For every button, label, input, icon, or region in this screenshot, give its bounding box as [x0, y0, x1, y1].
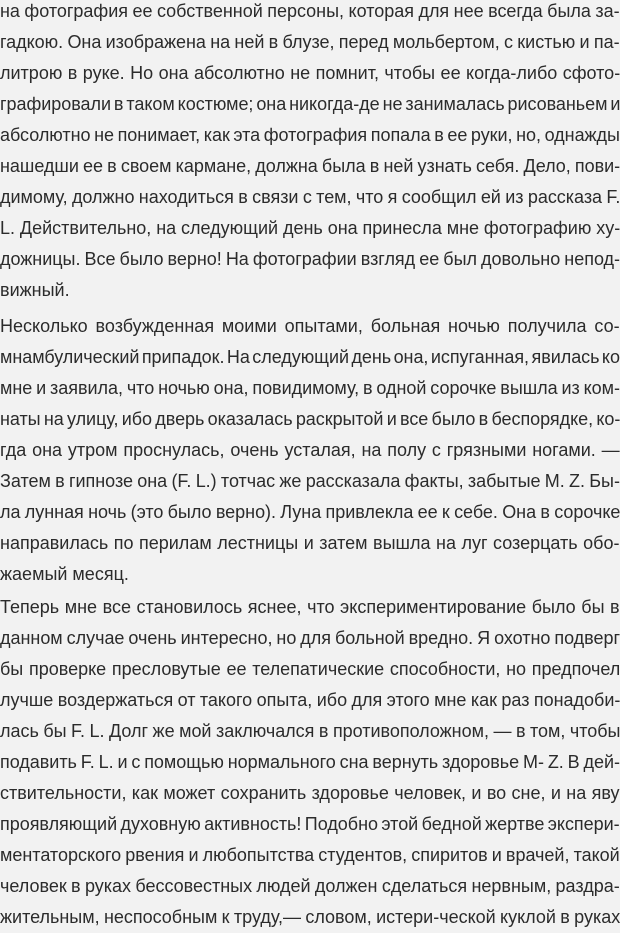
text-line: данном случае очень интересно, но для больной вредно. Я охотно подверг	[0, 628, 620, 648]
text-line: литрою в руке. Но она абсолютно не помнит, чтобы ее когда-либо сфото-	[0, 63, 620, 83]
paragraph-3	[0, 592, 620, 933]
text-line: вижный.	[0, 280, 70, 300]
text-line: бы проверке пресловутые ее телепатические способности, но предпочел	[0, 659, 620, 679]
text-line: жаемый месяц.	[0, 564, 129, 584]
text-line: лась бы F. L. Долг же мой заключался в противоположном, — в том, чтобы	[0, 721, 620, 741]
text-line: димому, должно находиться в связи с тем, что я сообщил ей из рассказа F.	[0, 187, 620, 207]
text-line: мнамбулический припадок. На следующий день она, испуганная, явилась ко	[0, 347, 620, 367]
text-line: гда она утром проснулась, очень усталая, на полу с грязными ногами. —	[0, 440, 620, 460]
text-line: на фотография ее собственной персоны, которая для нее всегда была за-	[0, 1, 620, 21]
text-line: гадкою. Она изображена на ней в блузе, перед мольбертом, с кистью и па-	[0, 32, 620, 52]
text-line: направилась по перилам лестницы и затем вышла на луг созерцать обо-	[0, 533, 620, 553]
text-line: жительным, неспособным к труду,— словом, истери-ческой куклой в руках	[0, 907, 620, 927]
text-line: Теперь мне все становилось яснее, что экспериментирование было бы в	[0, 597, 620, 617]
text-line: нашедши ее в своем кармане, должна была в ней узнать себя. Дело, пови-	[0, 156, 620, 176]
text-line: подавить F. L. и с помощью нормального сна вернуть здоровье M- Z. В дей-	[0, 752, 620, 772]
text-line: лучше воздержаться от такого опыта, ибо для этого мне как раз понадоби-	[0, 690, 620, 710]
text-line: ла лунная ночь (это было верно). Луна привлекла ее к себе. Она в сорочке	[0, 502, 620, 522]
text-line: наты на улицу, ибо дверь оказалась раскрытой и все было в беспорядке, ко-	[0, 409, 620, 429]
text-line: ментаторского рвения и любопытства студентов, спиритов и врачей, такой	[0, 845, 620, 865]
text-line: человек в руках бессовестных людей должен сделаться нервным, раздра-	[0, 876, 620, 896]
text-line: L. Действительно, на следующий день она принесла мне фотографию ху-	[0, 218, 620, 238]
paragraph-1	[0, 0, 620, 306]
text-line: ствительности, как может сохранить здоровье человек, и во сне, и на яву	[0, 783, 620, 803]
text-line: дожницы. Все было верно! На фотографии взгляд ее был довольно непод-	[0, 249, 620, 269]
text-line: Несколько возбужденная моими опытами, больная ночью получила со-	[0, 316, 620, 336]
paragraph-2	[0, 311, 620, 590]
text-line: проявляющий духовную активность! Подобно этой бедной жертве экспери-	[0, 814, 620, 834]
text-line: абсолютно не понимает, как эта фотография попала в ее руки, но, однажды	[0, 125, 620, 145]
text-line: графировали в таком костюме; она никогда-де не занималась рисованьем и	[0, 94, 620, 114]
text-line: Затем в гипнозе она (F. L.) тотчас же рассказала факты, забытые M. Z. Бы-	[0, 471, 620, 491]
text-line: мне и заявила, что ночью она, повидимому, в одной сорочке вышла из ком-	[0, 378, 620, 398]
